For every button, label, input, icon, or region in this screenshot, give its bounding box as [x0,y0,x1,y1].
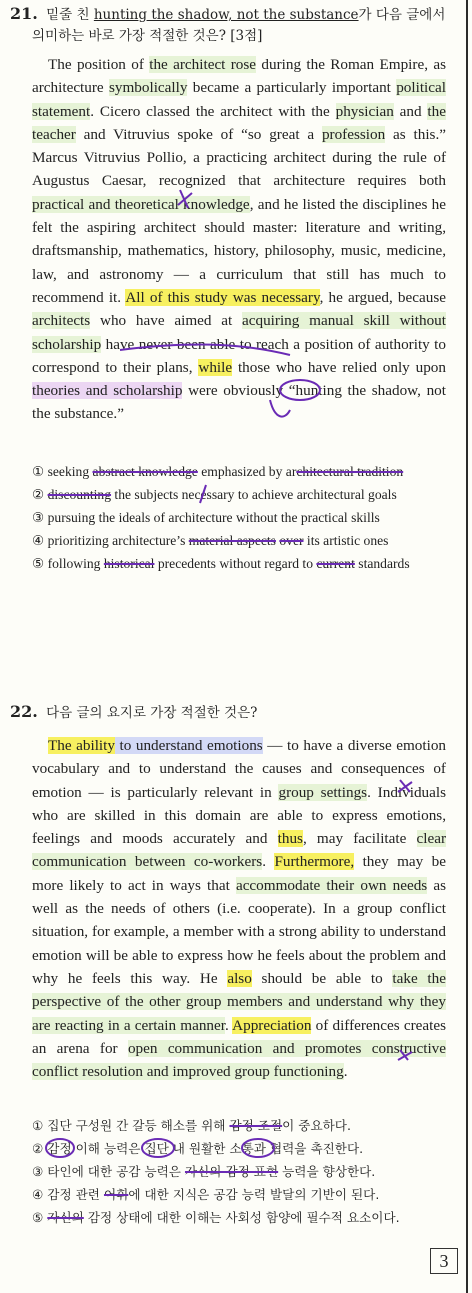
q21-passage-segment: as this.” Marcus Vitruvius Pollio, a practicing architect during the rule of Augustus Caesar, recognized that architecture requires both [32,125,446,190]
q22-passage-segment: . [343,1063,348,1081]
q21-passage-segment: became a particularly important [187,79,397,97]
q21-option-struck2: chitectural tradition [296,464,404,479]
q21-option-num: ④ [32,533,48,548]
q21-option-num: ⑤ [32,556,48,571]
page-number: 3 [430,1248,458,1274]
q22-option-struck: 자신의 감정 표현 [184,1164,279,1179]
q22-option-before: 감정 관련 [47,1187,104,1202]
q21-passage-segment: , he argued, because [319,288,446,306]
q21-passage-segment: have never been able to reach a position of authority to correspond to their plans, [32,335,446,376]
q22-option-before: 집단 구성원 간 갈등 해소를 위해 [47,1118,230,1133]
q22-option-struck: 자신의 [47,1210,84,1225]
q21-option-before: following [47,556,104,571]
q22-option-num: ④ [32,1187,48,1202]
q21-number: 21. [10,4,38,23]
q21-option-after2: its artistic ones [303,533,389,548]
q21-option-num: ③ [32,510,48,525]
q21-option-5[interactable] [32,552,462,575]
q22-passage-segment: accommodate their own needs [235,876,428,894]
q21-option-after: emphasized by ar [197,464,297,479]
q21-passage-segment: symbolically [108,79,188,97]
q21-option-before: prioritizing architecture’s [47,533,189,548]
q21-passage-segment: The position of [48,56,150,73]
q21-passage-segment: . Cicero classed the architect with the [90,102,336,120]
q21-passage-segment: during the Roman Empire, as architecture [32,56,446,97]
q21-passage-segment: those who have relied only upon [232,358,446,376]
q22-passage-segment: thus [277,830,303,848]
q21-passage-segment: , and he listed the disciplines he felt the aspiring architect should master: literature and writing, draftsmanship, mathematics, history, philosophy, music, medicine, law, and astronomy — a curriculum that still has much to recommend it. [32,195,446,306]
q21-option-4[interactable] [32,529,462,552]
q21-passage-segment: and Vitruvius spoke of “so great a [75,125,322,143]
q21-passage-segment: acquiring manual skill without scholarship [32,312,446,353]
q21-prompt-line2: 의미하는 바로 가장 적절한 것은? [3점] [32,28,263,44]
q21-passage-segment: profession [321,125,386,143]
q22-option-1[interactable] [32,1114,462,1137]
q22-option-2[interactable] [32,1137,462,1160]
q22-passage-segment: clear communication between co-workers [32,830,446,871]
q22-option-num: ⑤ [32,1210,48,1225]
q21-option-struck2: over [279,533,304,548]
q22-passage-segment: of differences creates an arena for [32,1016,446,1057]
q21-passage-segment: practical and theoretical knowledge [32,195,250,213]
q21-passage-segment: the teacher [32,102,446,143]
q21-prompt-after: 가 다음 글에서 [358,7,446,23]
q22-option-after: 이 중요하다. [282,1118,351,1133]
q22-passage-segment: — to have a diverse emotion vocabulary and to understand the causes and consequences of emotion — is particularly relevant in [32,737,447,801]
q22-option-before: 감정 이해 능력은 집단 내 원활한 소통과 협력을 촉진한다. [47,1141,364,1156]
q22-passage [32,734,446,1083]
q21-option-struck: material aspects [188,533,276,548]
q22-passage-segment: should be able to [251,969,393,987]
q21-option-3[interactable] [32,506,462,529]
q22-option-after: 에 대한 지식은 공감 능력 발달의 기반이 된다. [128,1187,380,1202]
q21-passage-segment: political statement [32,79,446,120]
q22-passage-segment: group settings [278,783,368,801]
q21-passage [32,53,446,426]
q21-passage-segment: and [393,102,428,120]
q21-options [32,460,462,575]
q21-option-struck: discounting [47,487,112,502]
q22-passage-segment: , may facilitate [302,830,417,848]
q22-passage-segment: The ability [48,737,115,754]
q22-option-5[interactable] [32,1206,462,1229]
q21-passage-segment: physician [335,102,394,120]
q21-prompt-underlined: hunting the shadow, not the substance [93,7,359,23]
q22-option-before: 타인에 대한 공감 능력은 [47,1164,185,1179]
q22-passage-segment: to understand emotions [114,737,263,754]
q21-passage-segment: were obviously “hunting the shadow, not the substance.” [32,382,446,423]
q22-passage-segment: . Individuals who are skilled in this domain are able to express emotions, feelings and moods accurately and [32,783,447,848]
q21-option-1[interactable] [32,460,462,483]
q22-passage-segment: also [227,969,252,987]
q22-passage-segment: . [224,1016,233,1034]
q21-option-num: ① [32,464,48,479]
q21-option-2[interactable] [32,483,462,506]
q22-option-num: ① [32,1118,48,1133]
q21-option-after2: standards [354,556,410,571]
q22-passage-segment: Furthermore, [274,853,355,871]
q21-option-after: the subjects necessary to achieve architectural goals [111,487,397,502]
q22-passage-segment: . [262,853,275,871]
q22-option-struck: 감정 조절 [229,1118,283,1133]
q21-option-after: precedents without regard to [154,556,317,571]
q21-option-struck2: current [316,556,355,571]
q21-passage-segment: All of this study was necessary [125,288,320,306]
q22-number: 22. [10,702,38,721]
q21-passage-segment: the architect rose [149,56,257,73]
q22-options [32,1114,462,1229]
q21-prompt-before: 밑줄 친 [46,7,94,23]
q22-option-after: 감정 상태에 대한 이해는 사회성 함양에 필수적 요소이다. [83,1210,400,1225]
q22-passage-segment: Appreciation [232,1016,312,1034]
q22-option-4[interactable] [32,1183,462,1206]
q22-passage-segment: take the perspective of the other group members and understand why they are reacting in a certain manner [32,969,446,1034]
column-divider [466,0,468,1293]
q22-option-struck: 어휘 [103,1187,129,1202]
q22-option-num: ② [32,1141,48,1156]
q21-option-struck: historical [103,556,155,571]
q22-prompt [10,700,257,725]
q22-passage-segment: open communication and promotes constructive conflict resolution and improved group functioning [32,1039,446,1081]
q22-option-after: 능력을 향상한다. [278,1164,376,1179]
q21-option-num: ② [32,487,48,502]
q22-option-num: ③ [32,1164,48,1179]
q21-passage-segment: architects [32,312,91,330]
q22-prompt-text: 다음 글의 요지로 가장 적절한 것은? [46,705,258,721]
q22-option-3[interactable] [32,1160,462,1183]
q21-option-before: pursuing the ideals of architecture without the practical skills [47,510,380,525]
q21-option-struck: abstract knowledge [92,464,198,479]
q22-passage-segment: they may be more likely to act in ways that [32,853,447,894]
q21-option-before: seeking [47,464,93,479]
q21-passage-segment: who have aimed at [90,312,242,330]
q22-passage-segment: as well as the needs of others (i.e. cooperate). In a group conflict situation, for example, a member with a strong ability to understand emotion will be able to express how he feels about the problem and why he feels this way. He [32,876,446,987]
q21-passage-segment: theories and scholarship [32,382,183,400]
q21-passage-segment: while [198,358,233,376]
